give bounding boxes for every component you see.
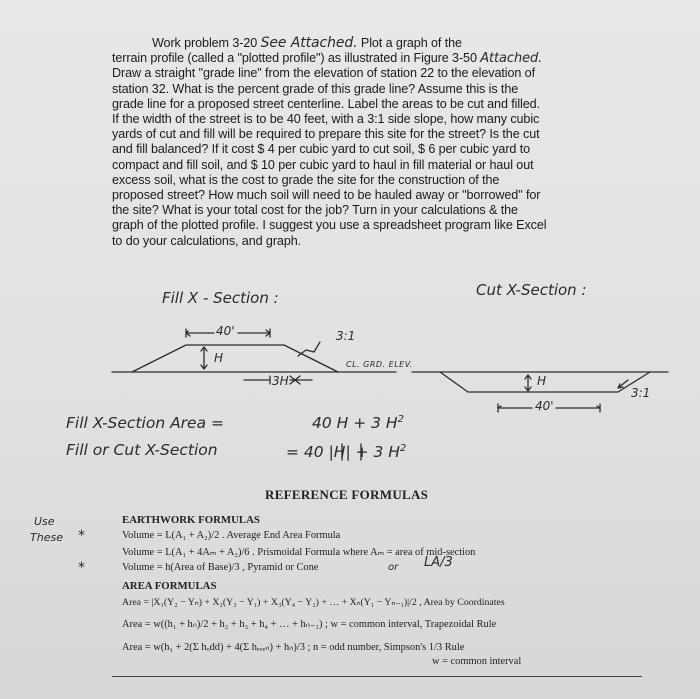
handwritten-see-attached: See Attached. <box>260 35 358 51</box>
cut-width-label: 40' <box>535 399 554 413</box>
problem-line-8: and fill balanced? If it cost $ 4 per cubic yard to cut soil, $ 6 per cubic yard to <box>112 142 531 157</box>
area-formula-2: = 40 |H| + 3 $H^2$ <box>286 443 407 462</box>
problem-line-5: grade line for a proposed street centerline. Label the areas to be cut and filled. <box>112 96 540 111</box>
area-formulas-heading: AREA FORMULAS <box>122 580 217 592</box>
problem-line-9: compact and fill soil, and $ 10 per cubic yard to haul in fill material or haul out <box>112 157 534 172</box>
area-common-interval: w = common interval <box>432 656 522 667</box>
problem-line-4: station 32. What is the percent grade of this grade line? Assume this is the <box>112 81 519 96</box>
problem-line-13: graph of the plotted profile. I suggest you use a spreadsheet program like Excel <box>112 218 547 233</box>
problem-line-11: proposed street? How much soil will need to be hauled away or "borrowed" for <box>112 188 541 203</box>
cut-height-label: H <box>537 374 547 388</box>
fill-slope-label: 3:1 <box>336 329 356 343</box>
area-formula-label-2: Fill or Cut X-Section <box>66 441 218 459</box>
margin-star-2: * <box>78 560 85 576</box>
fill-base-label: 3H <box>272 374 289 388</box>
margin-note-use: Use <box>34 515 55 528</box>
cut-section-heading: Cut X-Section : <box>476 281 587 299</box>
problem-line-3: Draw a straight "grade line" from the elevation of station 22 to the elevation of <box>112 66 535 81</box>
margin-star-1: * <box>78 528 85 544</box>
problem-line-7: yards of cut and fill will be required to prepare this site for the street? Is the cut <box>112 127 540 142</box>
handwritten-attached: Attached. <box>480 51 543 67</box>
margin-note-these: These <box>30 531 63 544</box>
problem-line-1: Work problem 3-20 See Attached. Plot a graph of the <box>152 35 462 51</box>
problem-line-12: the site? What is your total cost for the job? Turn in your calculations & the <box>112 203 518 218</box>
volume-average-end-area: Volume = L(A₁ + A₂)/2 . Average End Area Formula <box>122 530 341 541</box>
problem-line-10: excess soil, what is the cost to grade the site for the construction of the <box>112 172 500 187</box>
ground-elevation-label: CL. GRD. ELEV. <box>346 360 413 369</box>
margin-note-la3: LA/3 <box>424 555 453 570</box>
fill-slope-mark <box>298 342 320 356</box>
area-formula-1: 40 H + 3 $H^2$ <box>312 414 404 433</box>
problem-line-2: terrain profile (called a "plotted profile") as illustrated in Figure 3-50 Attached. <box>112 51 543 67</box>
problem-line-14: to do your calculations, and graph. <box>112 233 302 248</box>
area-simpsons: Area = w(h₁ + 2(Σ hₒdd) + 4(Σ hₑᵥₑₙ) + hₙ)/3 ; n = odd number, Simpson's 1/3 Rule <box>122 642 465 653</box>
fill-height-label: H <box>214 351 224 365</box>
cut-slope-label: 3:1 <box>631 386 651 400</box>
reference-title: REFERENCE FORMULAS <box>265 487 429 502</box>
area-by-coordinates: Area = |X₁(Y₂ − Yₙ) + X₂(Y₃ − Y₁) + X₃(Y₄ − Y₂) + … + Xₙ(Y₁ − Yₙ₋₁)|/2 , Area by Coordinates <box>122 597 505 608</box>
fill-section-heading: Fill X - Section : <box>162 289 279 307</box>
problem-line-6: If the width of the street is to be 40 feet, with a 3:1 side slope, how many cubic <box>112 112 540 127</box>
volume-prismoidal: Volume = L(A₁ + 4Aₘ + A₂)/6 . Prismoidal Formula where Aₘ = area of mid-section <box>122 547 476 558</box>
fill-height-arrow <box>201 347 207 369</box>
fill-embankment-outline <box>132 345 338 372</box>
volume-pyramid-cone: Volume = h(Area of Base)/3 , Pyramid or Cone <box>122 562 319 573</box>
earthwork-heading: EARTHWORK FORMULAS <box>122 514 260 526</box>
area-formula-label-1: Fill X-Section Area = <box>66 414 224 432</box>
fill-width-label: 40' <box>216 324 235 338</box>
margin-note-or: or <box>388 562 399 573</box>
cut-height-arrow <box>525 375 531 391</box>
bottom-rule <box>112 676 642 677</box>
area-trapezoidal: Area = w((h₁ + hₙ)/2 + h₂ + h₃ + h₄ + … + hₙ₋₁) ; w = common interval, Trapezoidal Rule <box>122 619 497 630</box>
